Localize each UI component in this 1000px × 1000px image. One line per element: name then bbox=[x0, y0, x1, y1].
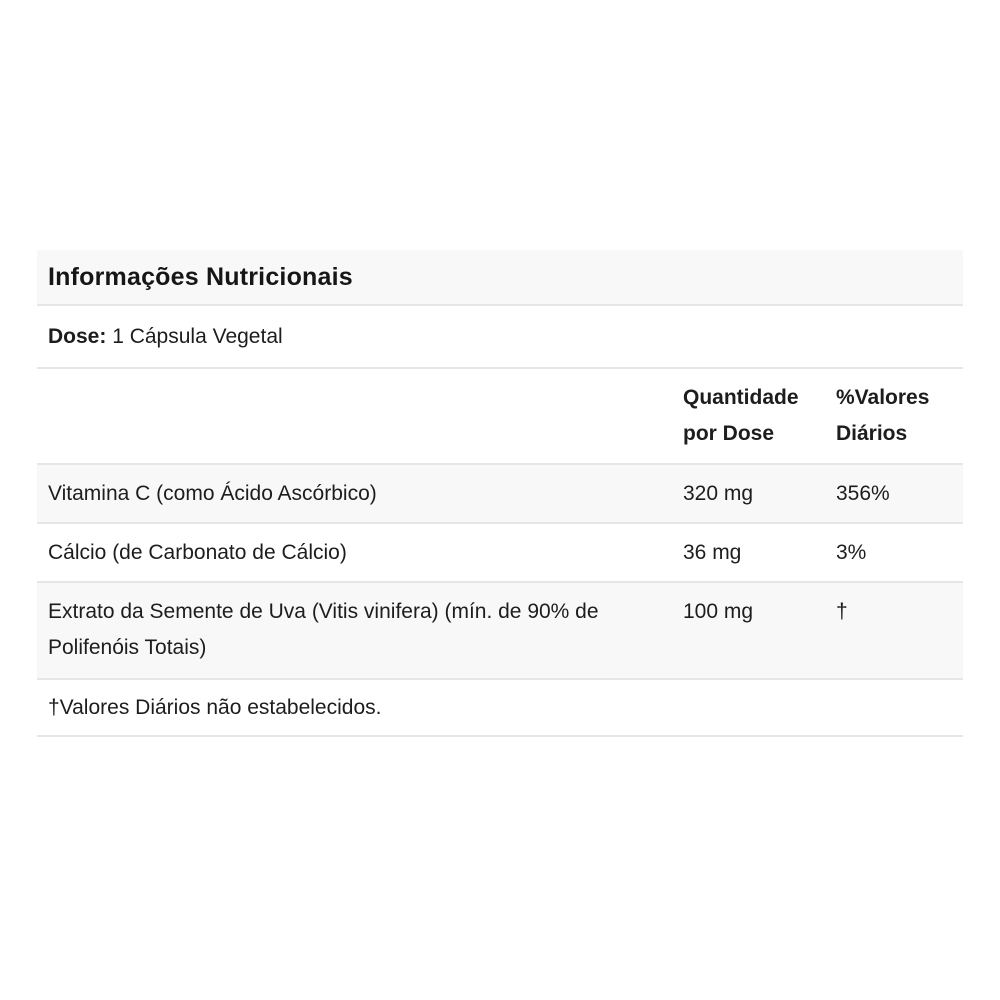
column-header-daily-values: %Valores Diários bbox=[836, 368, 963, 464]
column-header-row bbox=[37, 368, 963, 464]
nutrition-table bbox=[37, 250, 963, 737]
table-title-row bbox=[37, 250, 963, 305]
serving-row bbox=[37, 305, 963, 368]
nutrient-amount: 100 mg bbox=[683, 582, 836, 679]
table-row bbox=[37, 464, 963, 523]
nutrient-daily-value: 3% bbox=[836, 523, 963, 582]
footnote: †Valores Diários não estabelecidos. bbox=[37, 679, 963, 736]
serving-label: Dose: bbox=[48, 325, 107, 348]
nutrient-amount: 320 mg bbox=[683, 464, 836, 523]
nutrient-name: Cálcio (de Carbonato de Cálcio) bbox=[37, 523, 683, 582]
serving-value: 1 Cápsula Vegetal bbox=[112, 325, 283, 348]
table-row bbox=[37, 582, 963, 679]
panel-title: Informações Nutricionais bbox=[48, 263, 353, 291]
footnote-row bbox=[37, 679, 963, 736]
nutrient-name: Vitamina C (como Ácido Ascórbico) bbox=[37, 464, 683, 523]
column-header-amount: Quantidade por Dose bbox=[683, 368, 836, 464]
nutrient-amount: 36 mg bbox=[683, 523, 836, 582]
nutrition-facts-panel bbox=[37, 250, 963, 737]
column-header-empty bbox=[37, 368, 683, 464]
nutrient-name: Extrato da Semente de Uva (Vitis vinifera) (mín. de 90% de Polifenóis Totais) bbox=[37, 582, 683, 679]
nutrient-daily-value: 356% bbox=[836, 464, 963, 523]
nutrient-daily-value: † bbox=[836, 582, 963, 679]
table-row bbox=[37, 523, 963, 582]
